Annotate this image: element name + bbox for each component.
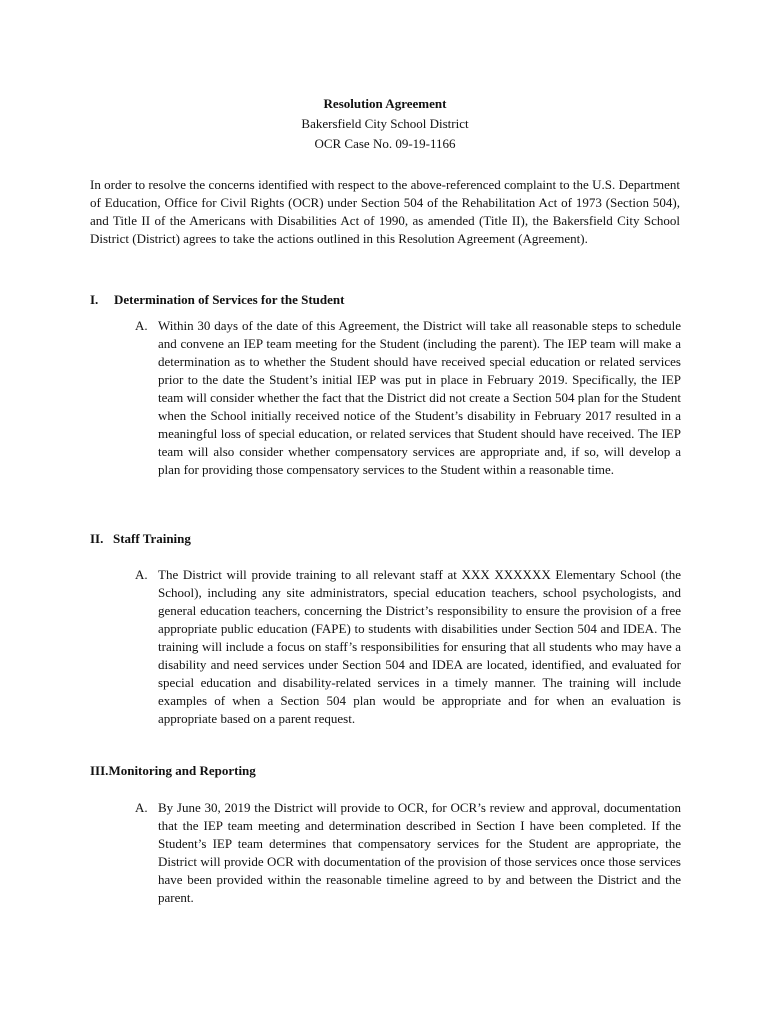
- section-number: I.: [90, 292, 99, 307]
- item-marker: A.: [135, 567, 148, 582]
- item-text: By June 30, 2019 the District will provide to OCR, for OCR’s review and approval, documentation that the IEP team meeting and determination described in Section I have been completed. If the Student’s IEP team determines that compensatory services for the Student are appropriate, the District will provide OCR with documentation of the provision of those services once those services have been provided within the reasonable timeline agreed to by and between the District and the parent.: [158, 800, 681, 905]
- section-heading-3: [90, 762, 680, 780]
- section-title: Determination of Services for the Student: [114, 292, 345, 307]
- section-title: Monitoring and Reporting: [108, 763, 256, 778]
- section-heading-2: [90, 530, 680, 548]
- item-text: Within 30 days of the date of this Agreement, the District will take all reasonable steps to schedule and convene an IEP team meeting for the Student (including the parent). The IEP team will make a determination as to whether the Student should have received special education or related services prior to the date the Student’s initial IEP was put in place in February 2019. Specifically, the IEP team will consider whether the fact that the District did not create a Section 504 plan for the Student when the School initially received notice of the Student’s disability in February 2017 resulted in a meaningful loss of special education, or related services that Student should have received. The IEP team will also consider whether compensatory services are appropriate and, if so, will develop a plan for providing those compensatory services to the Student within a reasonable time.: [158, 318, 681, 477]
- document-header: [90, 94, 680, 154]
- document-title: Resolution Agreement: [323, 96, 447, 111]
- section-2-item-a: [135, 566, 681, 728]
- case-number: OCR Case No. 09-19-1166: [314, 136, 456, 151]
- intro-paragraph: In order to resolve the concerns identified with respect to the above-referenced complaint to the U.S. Department of Education, Office for Civil Rights (OCR) under Section 504 of the Rehabilitation Act of 1973 (Section 504), and Title II of the Americans with Disabilities Act of 1990, as amended (Title II), the Bakersfield City School District (District) agrees to take the actions outlined in this Resolution Agreement (Agreement).: [90, 177, 680, 246]
- section-number: II.: [90, 531, 104, 546]
- section-3-item-a: [135, 799, 681, 907]
- item-marker: A.: [135, 800, 148, 815]
- section-heading-1: [90, 291, 680, 309]
- item-marker: A.: [135, 318, 148, 333]
- section-title: Staff Training: [113, 531, 191, 546]
- section-number: III.: [90, 763, 109, 778]
- district-name: Bakersfield City School District: [301, 116, 469, 131]
- item-text: The District will provide training to all relevant staff at XXX XXXXXX Elementary School (the School), including any site administrators, special education teachers, school psychologists, and general education teachers, concerning the District’s responsibility to ensure the provision of a free appropriate public education (FAPE) to students with disabilities under Section 504 and IDEA. The training will include a focus on staff’s responsibilities for ensuring that all students who may have a disability and need services under Section 504 and IDEA are located, identified, and evaluated for special education and disability-related services in a timely manner. The training will include examples of when a Section 504 plan would be appropriate and for when an evaluation is appropriate based on a parent request.: [158, 567, 681, 726]
- section-1-item-a: [135, 317, 681, 479]
